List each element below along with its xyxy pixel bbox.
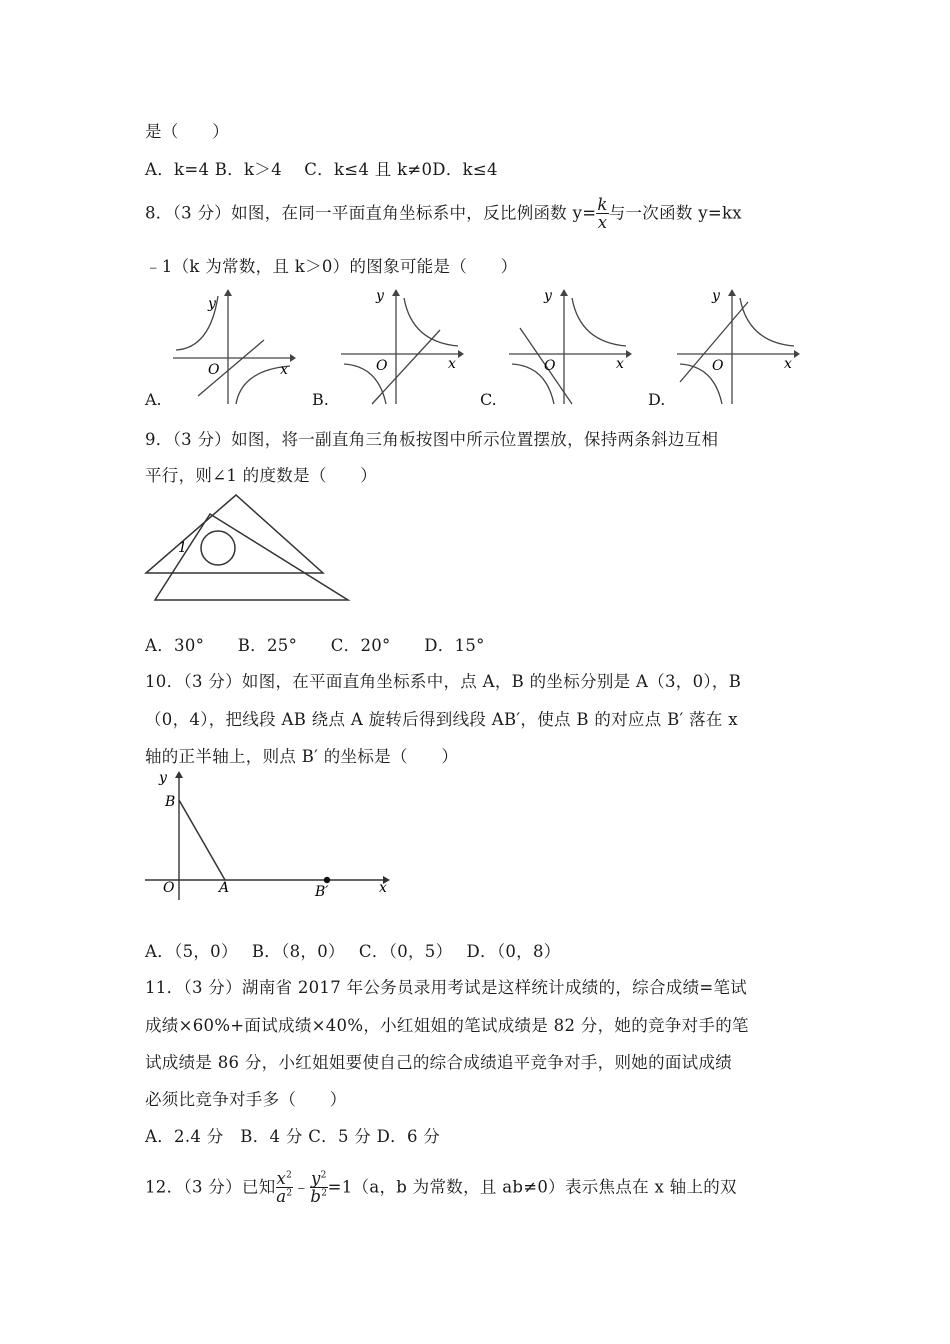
q11-stem-3: 试成绩是 86 分，小红姐姐要使自己的综合成绩追平竞争对手，则她的面试成绩 [145,1053,733,1072]
q12-b-exp: 2 [321,1188,328,1199]
q12-minus: ﹣ [293,1177,310,1197]
q12-x: x [276,1169,287,1188]
angle-1-label: 1 [178,540,187,556]
q10-stem-3: 轴的正半轴上，则点 B′ 的坐标是（ ） [145,747,459,766]
axis-x-label: x [280,362,288,378]
origin-label: O [712,358,724,374]
q10-stem-2: （0，4），把线段 AB 绕点 A 旋转后得到线段 AB′，使点 B 的对应点 B′ 落在 x [145,710,738,729]
q10-options: A．（5，0） B．（8，0） C．（0，5） D．（0，8） [145,942,561,961]
q12-frac-y [310,1170,328,1206]
q11-options: A．2.4 分 B．4 分 C．5 分 D．6 分 [145,1127,441,1146]
axis-y-label: y [208,296,216,312]
q10-x-label: x [379,880,387,896]
text-line: 是（ ） [145,122,229,141]
q11-stem-4: 必须比竞争对手多（ ） [145,1090,347,1109]
q10-a-label: A [219,880,230,896]
axis-x-label: x [616,356,624,372]
q10-y-label: y [159,770,167,786]
axis-y-label: y [544,288,552,304]
q8-stem-2: ﹣1（k 为常数，且 k＞0）的图象可能是（ ） [145,257,518,276]
q12-stem [145,1170,737,1206]
axis-x-label: x [448,356,456,372]
q8-graph-d [672,286,802,406]
q8-text-b: 与一次函数 y=kx [608,203,742,223]
q12-b: b [310,1187,322,1207]
q12-y: y [310,1169,321,1188]
q8-graph-b [336,286,466,406]
q12-text-a: 12．（3 分）已知 [145,1177,276,1197]
q8-fraction [596,196,608,232]
q9-stem-2: 平行，则∠1 的度数是（ ） [145,466,378,485]
q10-figure [145,768,395,903]
q8-text-a: 8．（3 分）如图，在同一平面直角坐标系中，反比例函数 y= [145,203,597,223]
q8-frac-den: x [597,213,608,233]
q12-a-exp: 2 [286,1188,293,1199]
q10-stem: 10．（3 分）如图，在平面直角坐标系中，点 A，B 的坐标分别是 A（3，0），B [145,672,742,691]
q10-bprime-label: B′ [315,884,329,900]
q7-options: A．k=4 B．k＞4 C．k≤4 且 k≠0D．k≤4 [145,160,498,179]
origin-label: O [376,358,388,374]
q8-option-c: C. [480,390,497,409]
q9-options: A．30° B．25° C．20° D．15° [145,636,485,655]
q8-option-b: B. [312,390,329,409]
axis-x-label: x [784,356,792,372]
q8-graph-a [168,286,298,406]
q12-a: a [276,1187,287,1207]
q8-graph-c [504,286,634,406]
q12-y-exp: 2 [320,1170,327,1181]
q12-frac-x [276,1170,294,1206]
q10-o-label: O [163,880,175,896]
q8-option-d: D. [648,390,666,409]
origin-label: O [544,358,556,374]
q9-stem: 9．（3 分）如图，将一副直角三角板按图中所示位置摆放，保持两条斜边互相 [145,430,719,449]
origin-label: O [208,362,220,378]
q12-text-b: =1（a，b 为常数，且 ab≠0）表示焦点在 x 轴上的双 [327,1177,737,1197]
q11-stem-2: 成绩×60%+面试成绩×40%，小红姐姐的笔试成绩是 82 分，她的竞争对手的笔 [145,1016,749,1035]
axis-y-label: y [712,288,720,304]
q12-x-exp: 2 [286,1170,293,1181]
q8-option-a: A. [145,390,162,409]
q9-figure [140,490,360,605]
q8-stem [145,196,742,232]
q10-b-label: B [165,794,176,810]
axis-y-label: y [376,288,384,304]
q8-frac-num: k [597,195,608,214]
q11-stem: 11．（3 分）湖南省 2017 年公务员录用考试是这样统计成绩的，综合成绩=笔试 [145,978,748,997]
